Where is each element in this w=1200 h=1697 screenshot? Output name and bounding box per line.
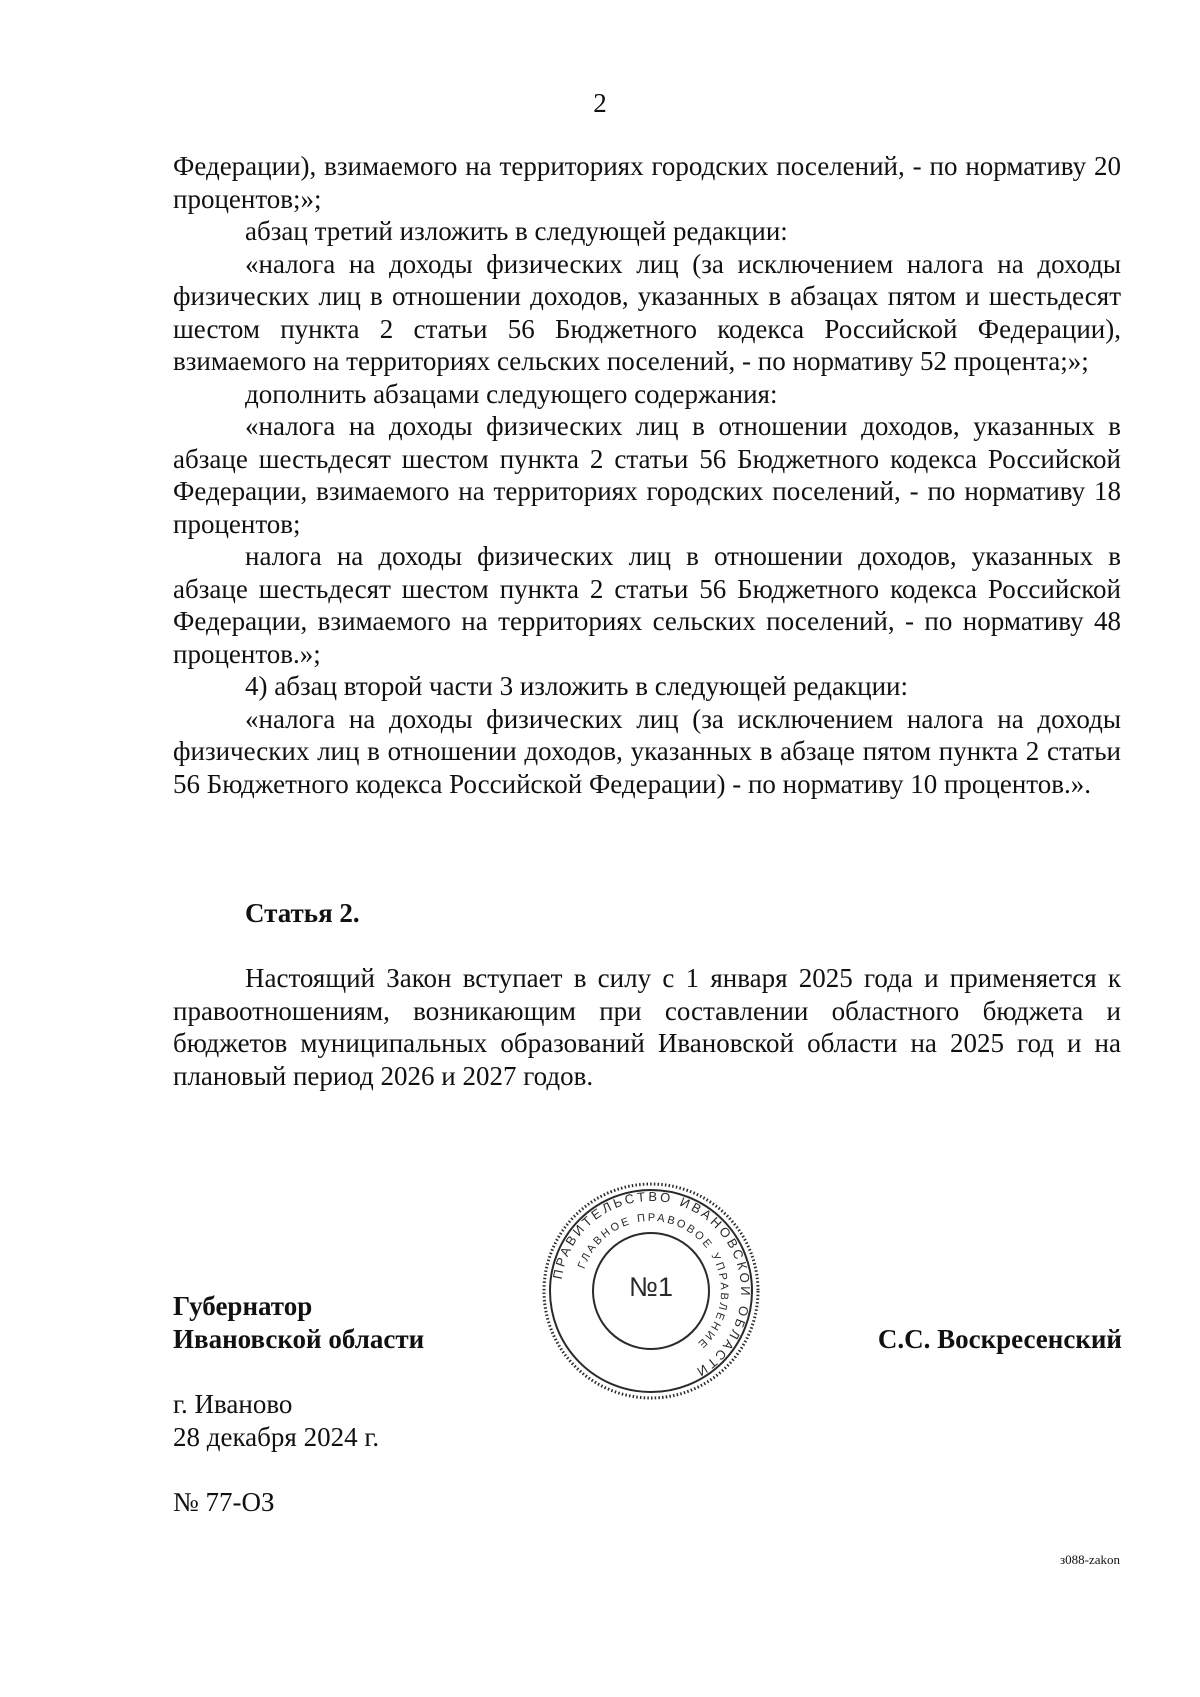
article-heading: Статья 2. — [245, 898, 360, 928]
paragraph: дополнить абзацами следующего содержания: — [245, 378, 778, 409]
law-number: № 77-ОЗ — [173, 1487, 275, 1517]
place-and-date — [173, 1388, 379, 1454]
paragraph: Федерации), взимаемого на территориях городских поселений, - по нормативу 20 процентов;»; — [173, 151, 1121, 214]
signer-title-line: Ивановской области — [173, 1324, 425, 1354]
paragraph: 4) абзац второй части 3 изложить в следующей редакции: — [245, 671, 908, 701]
seal-inner-text: ГЛАВНОЕ ПРАВОВОЕ УПРАВЛЕНИЕ — [575, 1211, 731, 1352]
date: 28 декабря 2024 г. — [173, 1422, 380, 1452]
paragraph: абзац третий изложить в следующей редакции: — [245, 216, 788, 246]
article-paragraph: Настоящий Закон вступает в силу с 1 января 2025 года и применяется к правоотношениям, возникающим при составлении областного бюджета и бюджетов муниципальных образований Ивановской области на 2025 год и на плановый период 2026 и 2027 годов. — [173, 963, 1121, 1091]
paragraph: «налога на доходы физических лиц (за исключением налога на доходы физических лиц в отношении доходов, указанных в абзацах пятом и шестьдесят шестом пункта 2 статьи 56 Бюджетного кодекса Российской Федерации), взимаемого на территориях сельских поселений, - по нормативу 52 процента;»; — [173, 248, 1121, 376]
seal-outer-text: ПРАВИТЕЛЬСТВО ИВАНОВСКОЙ ОБЛАСТИ — [549, 1188, 754, 1381]
place: г. Иваново — [173, 1389, 293, 1419]
amendment-text — [173, 150, 1121, 800]
signer-title-line: Губернатор — [173, 1291, 313, 1321]
signer-title — [173, 1290, 424, 1356]
paragraph: «налога на доходы физических лиц (за исключением налога на доходы физических лиц в отношении доходов, указанных в абзаце пятом пункта 2 статьи 56 Бюджетного кодекса Российской Федерации) - по нормативу 10 процентов.». — [173, 703, 1121, 799]
document-code: з088-zakon — [1059, 1552, 1120, 1567]
paragraph: «налога на доходы физических лиц в отношении доходов, указанных в абзаце шестьдесят шестом пункта 2 статьи 56 Бюджетного кодекса Российской Федерации, взимаемого на территориях городских поселений, - по нормативу 18 процентов; — [173, 411, 1121, 539]
signer-name: С.С. Воскресенский — [877, 1324, 1122, 1354]
article-body — [173, 962, 1121, 1092]
page-number: 2 — [593, 88, 607, 118]
paragraph: налога на доходы физических лиц в отношении доходов, указанных в абзаце шестьдесят шестом пункта 2 статьи 56 Бюджетного кодекса Российской Федерации, взимаемого на территориях сельских поселений, - по нормативу 48 процентов.»; — [173, 541, 1121, 669]
seal-number: №1 — [629, 1272, 673, 1302]
official-seal — [540, 1180, 762, 1402]
